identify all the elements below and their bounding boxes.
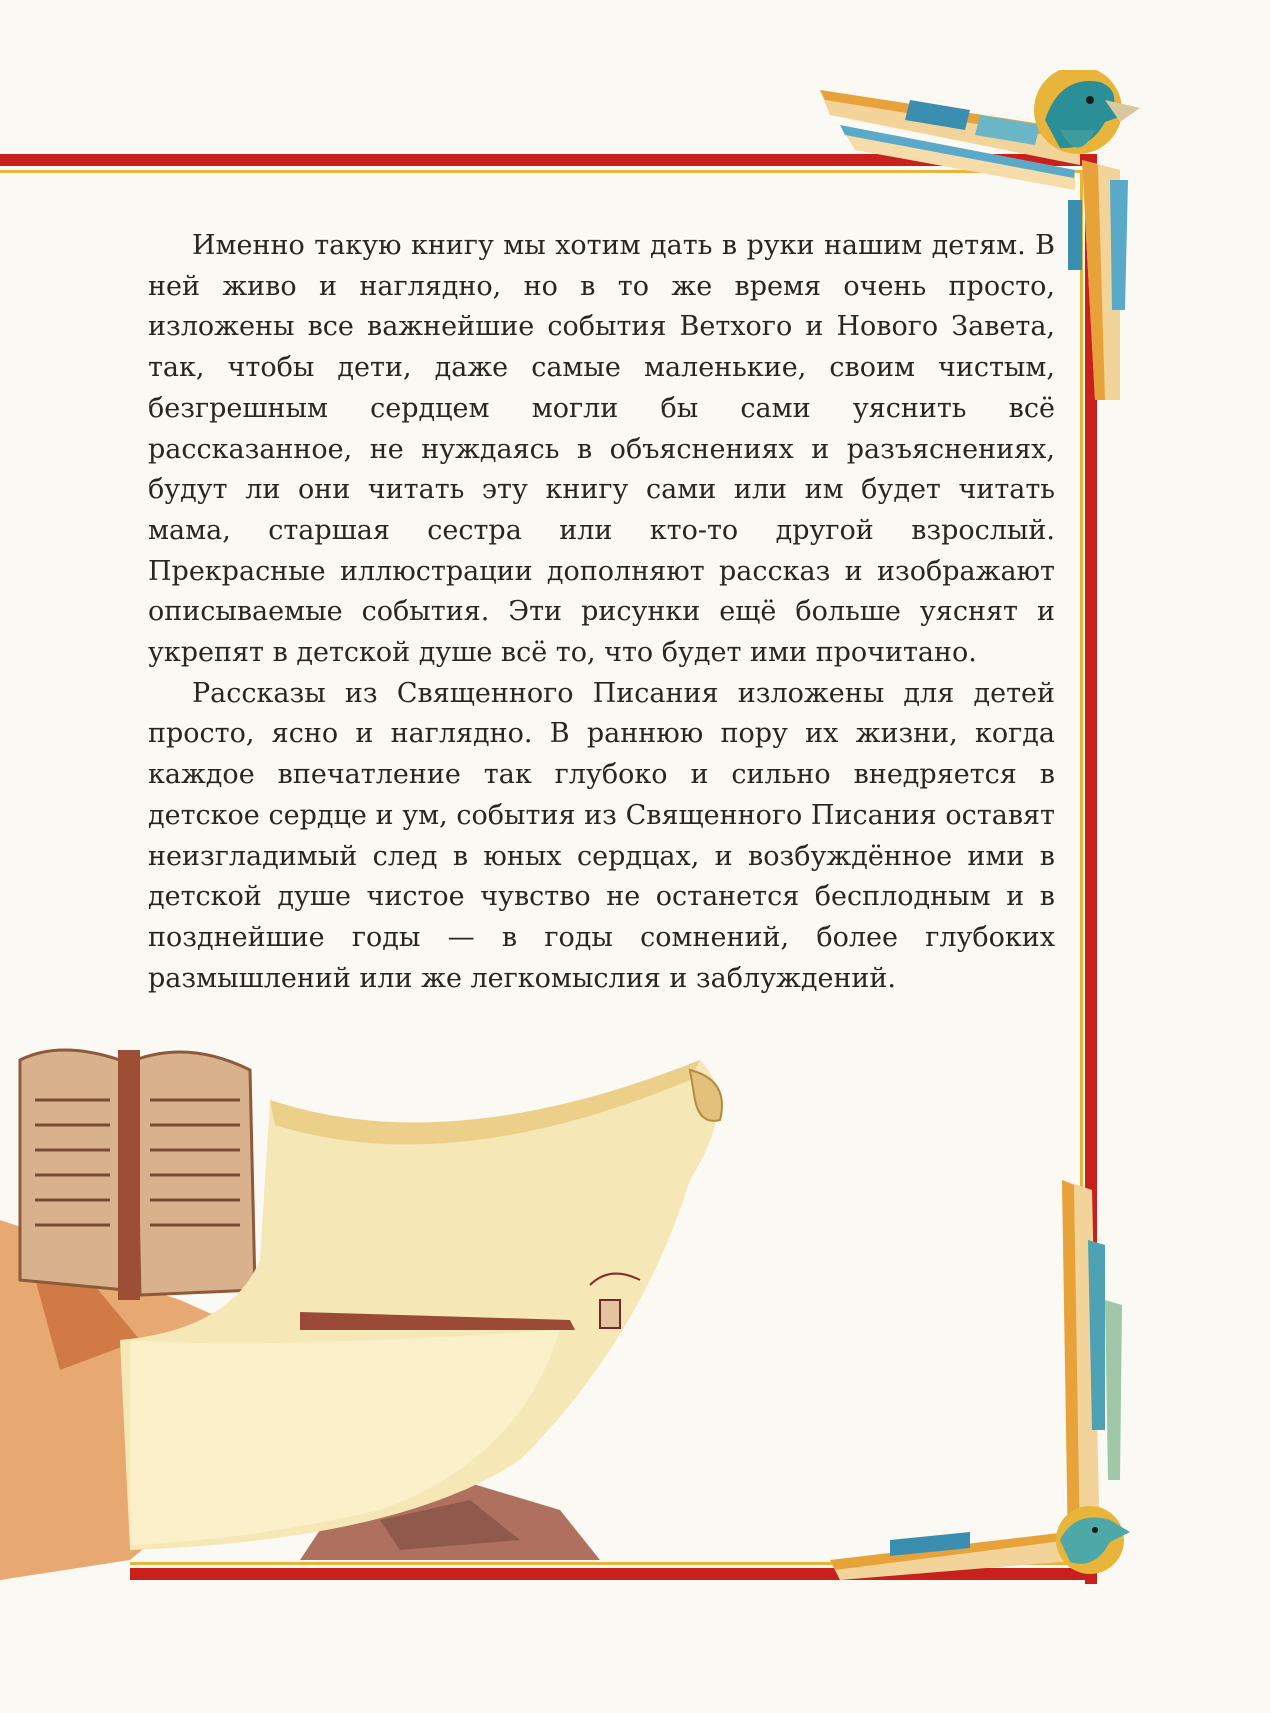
wing-feathers-bottom-vertical (1062, 1180, 1122, 1550)
eagle-head-bottom (1056, 1506, 1130, 1574)
eagle-ornament-bottom (830, 1180, 1170, 1580)
wing-feathers-right-vertical (1068, 160, 1128, 400)
paragraph-1: Именно такую книгу мы хотим дать в руки нашим детям. В ней живо и наглядно, но в то же время очень просто, изложены все важнейшие события Ветхого и Нового Завета, так, чтобы дети, даже самые маленькие, своим чистым, безгрешным сердцем могли бы сами уяснить всё рассказанное, не нуждаясь в объяснениях и разъяснениях, будут ли они читать эту книгу сами или им будет читать мама, старшая сестра или кто-то другой взрослый. Прекрасные иллюстрации дополняют рассказ и изображают описываемые события. Эти рисунки ещё больше уяснят и укрепят в детской душе всё то, что будет ими прочитано. (148, 230, 1055, 669)
wing-feathers-bottom-left (830, 1530, 1085, 1580)
tablets-and-scroll-illustration (0, 1040, 820, 1600)
eagle-head (1034, 70, 1140, 154)
paragraph-2: Рассказы из Священного Писания изложены для детей просто, ясно и наглядно. В раннюю пору их жизни, когда каждое впечатление так глубоко и сильно внедряется в детское сердце и ум, события из Священного Писания оставят неизгладимый след в юных сердцах, и возбуждённое ими в детской душе чистое чувство не останется бесплодным и в позднейшие годы — в годы сомнений, более глубоких размышлений или же легкомыслия и заблуждений. (148, 677, 1055, 994)
stone-tablets (20, 1050, 255, 1300)
body-text (148, 226, 1055, 999)
